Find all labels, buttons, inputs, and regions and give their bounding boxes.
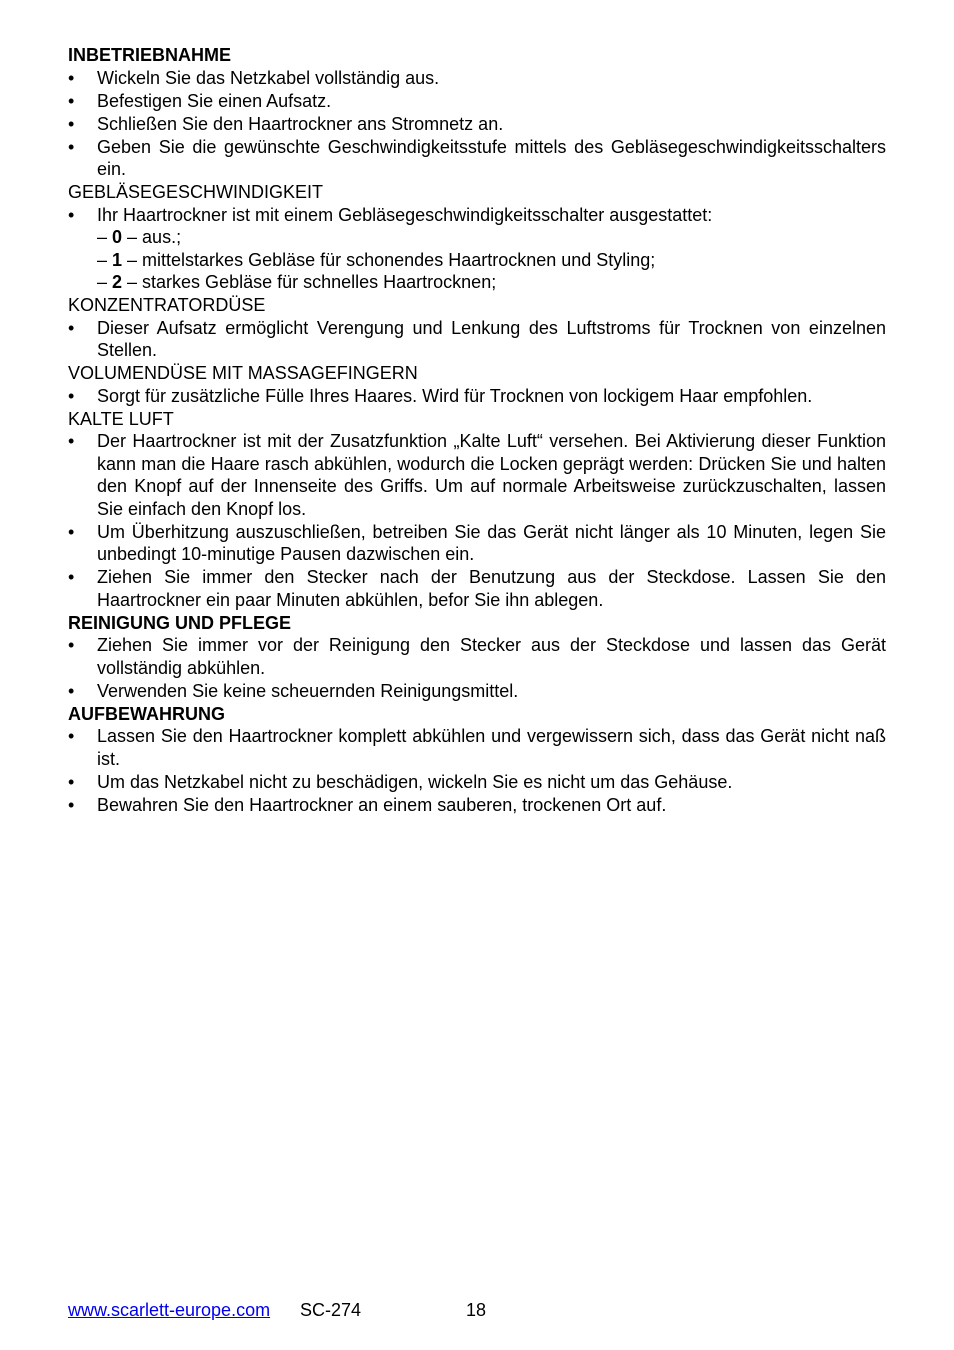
bullet-icon: •: [68, 726, 75, 746]
list-item-text: Geben Sie die gewünschte Geschwindigkeitsstufe mittels des Gebläsegeschwindigkeitsschalters ein.: [97, 136, 886, 179]
speed-level-number: 0: [112, 227, 123, 247]
section: [68, 703, 886, 817]
section-heading: VOLUMENDÜSE MIT MASSAGEFINGERN: [68, 363, 418, 383]
list-item: [68, 385, 886, 408]
speed-level-text: – aus.;: [122, 227, 182, 247]
bullet-icon: •: [68, 204, 75, 225]
list-item: [68, 634, 886, 679]
dash-glyph: –: [97, 227, 113, 247]
section: [68, 294, 886, 362]
speed-level-item: [97, 226, 886, 249]
list-item: [68, 90, 886, 113]
list-item: [68, 566, 886, 611]
list-item-text: Ziehen Sie immer den Stecker nach der Benutzung aus der Steckdose. Lassen Sie den Haartrockner ein paar Minuten abkühlen, befor Sie ihn ablegen.: [97, 567, 886, 610]
speed-level-list: [97, 226, 886, 294]
section: [68, 612, 886, 703]
bullet-icon: •: [68, 385, 75, 406]
bullet-list: [68, 67, 886, 181]
speed-level-text: – starkes Gebläse für schnelles Haartrocknen;: [122, 272, 497, 292]
bullet-list: [68, 634, 886, 702]
bullet-icon: •: [68, 317, 75, 338]
list-item-text: Sorgt für zusätzliche Fülle Ihres Haares. Wird für Trocknen von lockigem Haar empfohlen.: [97, 385, 813, 406]
list-item-text: Lassen Sie den Haartrockner komplett abkühlen und vergewissern sich, dass das Gerät nicht naß ist.: [97, 726, 886, 769]
list-item: [68, 430, 886, 520]
bullet-list: [68, 204, 886, 294]
list-item-text: Dieser Aufsatz ermöglicht Verengung und Lenkung des Luftstroms für Trocknen von einzelnen Stellen.: [97, 317, 886, 360]
list-item: [68, 725, 886, 770]
bullet-icon: •: [68, 431, 75, 451]
list-item: [68, 204, 886, 294]
section-heading: AUFBEWAHRUNG: [68, 703, 225, 724]
bullet-icon: •: [68, 90, 75, 111]
list-item-text: Ihr Haartrockner ist mit einem Gebläsegeschwindigkeitsschalter ausgestattet:: [97, 204, 713, 225]
bullet-icon: •: [68, 136, 75, 157]
bullet-icon: •: [68, 771, 75, 792]
list-item: [68, 771, 886, 794]
speed-level-item: [97, 249, 886, 272]
speed-level-number: 1: [112, 249, 123, 270]
list-item: [68, 136, 886, 181]
list-item-text: Wickeln Sie das Netzkabel vollständig aus.: [97, 67, 440, 88]
section-heading: REINIGUNG UND PFLEGE: [68, 612, 292, 633]
list-item: [68, 67, 886, 90]
list-item-text: Der Haartrockner ist mit der Zusatzfunktion „Kalte Luft“ versehen. Bei Aktivierung dieser Funktion kann man die Haare rasch abkühlen, wodurch die Locken geprägt werden: Drücken Sie und halten den Knopf auf der Innenseite des Griffs. Um auf normale Arbeitsweise zurückzuschalten, lassen Sie einfach den Knopf los.: [97, 431, 886, 519]
bullet-icon: •: [68, 521, 75, 542]
page-footer: [68, 1299, 886, 1323]
section: [68, 44, 886, 181]
document-body: [68, 44, 886, 817]
list-item-text: Ziehen Sie immer vor der Reinigung den Stecker aus der Steckdose und lassen das Gerät vollständig abkühlen.: [97, 635, 886, 678]
list-item-text: Befestigen Sie einen Aufsatz.: [97, 90, 332, 111]
list-item-text: Um Überhitzung auszuschließen, betreiben Sie das Gerät nicht länger als 10 Minuten, legen Sie unbedingt 10-minutige Pausen dazwischen ein.: [97, 521, 886, 564]
list-item: [68, 113, 886, 136]
page-number: 18: [466, 1300, 487, 1320]
dash-glyph: –: [97, 249, 113, 270]
section-heading: KALTE LUFT: [68, 408, 174, 429]
list-item: [68, 317, 886, 362]
section-heading: KONZENTRATORDÜSE: [68, 295, 266, 315]
list-item-text: Um das Netzkabel nicht zu beschädigen, wickeln Sie es nicht um das Gehäuse.: [97, 771, 733, 792]
section: [68, 408, 886, 612]
list-item: [68, 680, 886, 703]
bullet-icon: •: [68, 635, 75, 655]
section-heading: INBETRIEBNAHME: [68, 45, 232, 65]
bullet-list: [68, 385, 886, 408]
bullet-list: [68, 317, 886, 362]
list-item-text: Schließen Sie den Haartrockner ans Stromnetz an.: [97, 113, 504, 134]
section: [68, 181, 886, 294]
website-link[interactable]: www.scarlett-europe.com: [68, 1300, 271, 1320]
dash-glyph: –: [97, 272, 113, 292]
bullet-list: [68, 725, 886, 816]
list-item-text: Verwenden Sie keine scheuernden Reinigungsmittel.: [97, 680, 519, 701]
bullet-icon: •: [68, 113, 75, 134]
model-number: SC-274: [300, 1300, 362, 1320]
bullet-list: [68, 430, 886, 611]
bullet-icon: •: [68, 794, 75, 815]
bullet-icon: •: [68, 680, 75, 701]
speed-level-item: [97, 271, 886, 294]
speed-level-number: 2: [112, 272, 123, 292]
list-item: [68, 794, 886, 817]
list-item-text: Bewahren Sie den Haartrockner an einem sauberen, trockenen Ort auf.: [97, 794, 667, 815]
bullet-icon: •: [68, 567, 75, 587]
bullet-icon: •: [68, 67, 75, 88]
section-heading: GEBLÄSEGESCHWINDIGKEIT: [68, 182, 324, 202]
section: [68, 362, 886, 407]
speed-level-text: – mittelstarkes Gebläse für schonendes Haartrocknen und Styling;: [122, 249, 656, 270]
list-item: [68, 521, 886, 566]
